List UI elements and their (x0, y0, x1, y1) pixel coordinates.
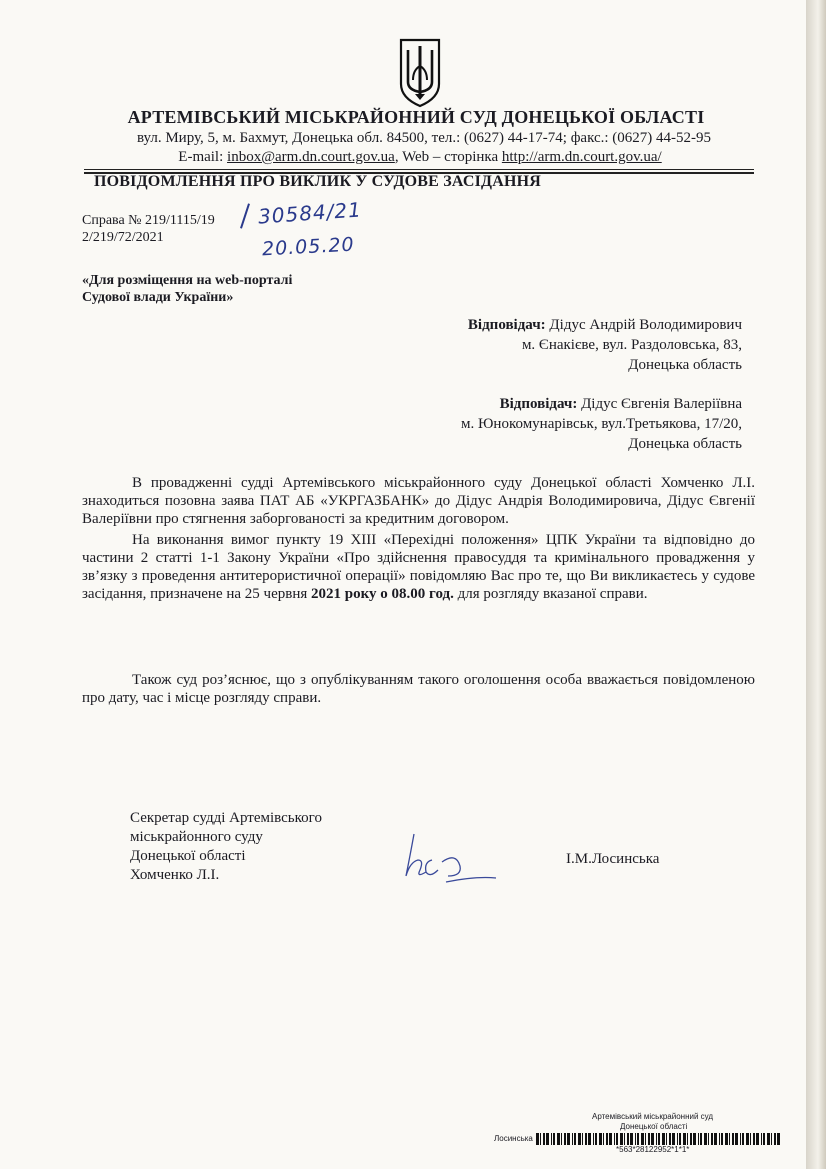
header-divider (84, 169, 754, 170)
paragraph-text: На виконання вимог пункту 19 ХІІІ «Перехідні положення» ЦПК України та відповідно до частини 2 статті 1-1 Закону України «Про здійснення правосуддя та кримінального провадження у зв’язку з проведення антитерористичної операції» повідомляю Вас про те, що Ви викликаєтесь у судове засідання, призначене на 25 червня (82, 532, 755, 602)
portal-note (82, 272, 292, 306)
portal-note-line2: Судової влади України» (82, 290, 234, 305)
respondent-label: Відповідач: (499, 396, 578, 412)
respondent-name: Дідус Андрій Володимирович (545, 317, 742, 333)
body-paragraph (82, 531, 755, 603)
body-paragraph: В провадженні судді Артемівського міськрайонного суду Донецької області Хомченко Л.І. знаходиться позовна заява ПАТ АБ «УКРГАЗБАНК» до Дідус Андрія Володимировича, Дідус Євгенії Валеріївни про стягнення заборгованості за кредитним договором. (82, 475, 755, 527)
stamp-court: Артемівський міськрайонний суд (592, 1112, 714, 1121)
respondent-block (461, 394, 742, 454)
web-link[interactable]: http://arm.dn.court.gov.ua/ (501, 149, 662, 165)
respondent-region: Донецька область (628, 357, 742, 373)
handwritten-reference: 30584/21 (257, 197, 363, 229)
respondent-block (468, 315, 742, 375)
proceeding-number: 2/219/72/2021 (82, 230, 164, 245)
signer-line: Секретар судді Артемівського (130, 810, 322, 826)
email-label: E-mail: (178, 149, 228, 165)
case-reference (82, 212, 215, 246)
respondent-address: м. Юнокомунарівськ, вул.Третьякова, 17/20, (461, 416, 742, 432)
paragraph-text: для розгляду вказаної справи. (453, 586, 648, 602)
signer-line: Хомченко Л.І. (130, 867, 220, 883)
notice-title: ПОВІДОМЛЕННЯ ПРО ВИКЛИК У СУДОВЕ ЗАСІДАННЯ (94, 173, 542, 190)
signer-title (130, 809, 322, 885)
signer-line: Донецької області (130, 848, 246, 864)
body-paragraph: Також суд роз’яснює, що з опублікуванням такого оголошення особа вважається повідомленою про дату, час і місце розгляду справи. (82, 672, 755, 706)
barcode-icon (536, 1133, 782, 1145)
registration-stamp (494, 1112, 786, 1158)
handwritten-date: 20.05.20 (261, 233, 356, 261)
trident-emblem-icon (395, 36, 445, 108)
stamp-name: Лосинська (494, 1134, 533, 1143)
stamp-code: *563*28122952*1*1* (616, 1145, 690, 1154)
respondent-name: Дідус Євгенія Валеріївна (577, 396, 742, 412)
web-label: , Web – сторінка (394, 149, 502, 165)
case-number: Справа № 219/1115/19 (82, 213, 215, 228)
portal-note-line1: «Для розміщення на web-порталі (82, 273, 293, 288)
court-address: вул. Миру, 5, м. Бахмут, Донецька обл. 84500, тел.: (0627) 44-17-74; факс.: (0627) 44-52-95 (136, 130, 712, 146)
page-edge (806, 0, 826, 1169)
hearing-datetime: 2021 року о 08.00 год. (311, 586, 454, 602)
signature-icon (396, 826, 506, 886)
handwritten-slash (240, 203, 250, 228)
signer-line: міськрайонного суду (130, 829, 263, 845)
court-contacts (0, 149, 812, 166)
respondent-address: м. Єнакієве, вул. Раздоловська, 83, (521, 337, 742, 353)
respondent-region: Донецька область (628, 436, 742, 452)
court-name: АРТЕМІВСЬКИЙ МІСЬКРАЙОННИЙ СУД ДОНЕЦЬКОЇ ОБЛАСТІ (127, 107, 705, 127)
signer-name: І.М.Лосинська (566, 851, 660, 867)
email-link[interactable]: inbox@arm.dn.court.gov.ua (227, 149, 395, 165)
respondent-label: Відповідач: (467, 317, 546, 333)
stamp-region: Донецької області (620, 1122, 688, 1131)
